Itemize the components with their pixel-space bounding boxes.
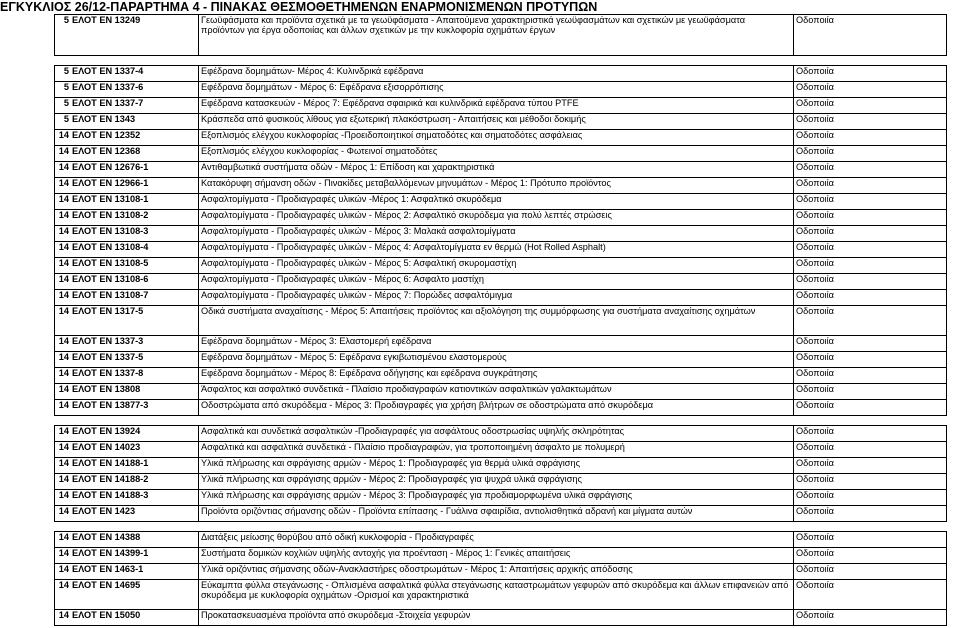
row-number: 14 bbox=[55, 548, 71, 564]
table-row bbox=[55, 210, 947, 226]
row-number: 14 bbox=[55, 306, 71, 336]
table-row bbox=[55, 532, 947, 548]
table-row bbox=[55, 114, 947, 130]
category: Οδοποιία bbox=[794, 114, 947, 130]
category: Οδοποιία bbox=[794, 548, 947, 564]
category: Οδοποιία bbox=[794, 610, 947, 626]
category: Οδοποιία bbox=[794, 258, 947, 274]
category: Οδοποιία bbox=[794, 15, 947, 56]
category: Οδοποιία bbox=[794, 490, 947, 506]
table-row bbox=[55, 146, 947, 162]
table-row bbox=[55, 226, 947, 242]
table-row bbox=[55, 98, 947, 114]
category: Οδοποιία bbox=[794, 130, 947, 146]
standard-code: ΕΛΟΤ ΕΝ 1343 bbox=[70, 114, 199, 130]
row-number: 5 bbox=[55, 15, 71, 56]
standard-code: ΕΛΟΤ ΕΝ 13108-3 bbox=[70, 226, 199, 242]
standard-code: ΕΛΟΤ ΕΝ 13108-4 bbox=[70, 242, 199, 258]
row-number: 5 bbox=[55, 66, 71, 82]
standard-description: Ασφαλτομίγματα - Προδιαγραφές υλικών - Μέρος 5: Ασφαλτική σκυρομαστίχη bbox=[199, 258, 794, 274]
category: Οδοποιία bbox=[794, 564, 947, 580]
standard-code: ΕΛΟΤ ΕΝ 14188-2 bbox=[70, 474, 199, 490]
category: Οδοποιία bbox=[794, 426, 947, 442]
row-number: 14 bbox=[55, 352, 71, 368]
row-number: 14 bbox=[55, 258, 71, 274]
standard-code: ΕΛΟΤ ΕΝ 14388 bbox=[70, 532, 199, 548]
standard-code: ΕΛΟΤ ΕΝ 12966-1 bbox=[70, 178, 199, 194]
standard-description: Προκατασκευασμένα προϊόντα από σκυρόδεμα -Στοιχεία γεφυρών bbox=[199, 610, 794, 626]
standard-description: Υλικά πλήρωσης και σφράγισης αρμών - Μέρος 2: Προδιαγραφές για ψυχρά υλικά σφράγισης bbox=[199, 474, 794, 490]
table-row bbox=[55, 490, 947, 506]
row-number: 14 bbox=[55, 146, 71, 162]
category: Οδοποιία bbox=[794, 162, 947, 178]
standard-code: ΕΛΟΤ ΕΝ 13108-2 bbox=[70, 210, 199, 226]
category: Οδοποιία bbox=[794, 458, 947, 474]
row-number: 14 bbox=[55, 162, 71, 178]
standard-code: ΕΛΟΤ ΕΝ 14188-3 bbox=[70, 490, 199, 506]
row-number: 14 bbox=[55, 274, 71, 290]
standard-code: ΕΛΟΤ ΕΝ 13108-1 bbox=[70, 194, 199, 210]
category: Οδοποιία bbox=[794, 352, 947, 368]
standard-code: ΕΛΟΤ ΕΝ 12676-1 bbox=[70, 162, 199, 178]
standard-description: Εφέδρανα δομημάτων- Μέρος 4: Κυλινδρικά εφέδρανα bbox=[199, 66, 794, 82]
table-row bbox=[55, 82, 947, 98]
table-row bbox=[55, 580, 947, 610]
standard-code: ΕΛΟΤ ΕΝ 13249 bbox=[70, 15, 199, 56]
standard-description: Εξοπλισμός ελέγχου κυκλοφορίας - Φωτεινοί σηματοδότες bbox=[199, 146, 794, 162]
standard-description: Ασφαλτικά και συνδετικά ασφαλτικών -Προδιαγραφές για ασφάλτους οδοστρωσίας υψηλής σκληρότητας bbox=[199, 426, 794, 442]
standard-code: ΕΛΟΤ ΕΝ 13924 bbox=[70, 426, 199, 442]
category: Οδοποιία bbox=[794, 66, 947, 82]
row-number: 14 bbox=[55, 474, 71, 490]
standard-code: ΕΛΟΤ ΕΝ 14188-1 bbox=[70, 458, 199, 474]
standard-code: ΕΛΟΤ ΕΝ 1337-7 bbox=[70, 98, 199, 114]
row-number: 14 bbox=[55, 178, 71, 194]
standard-code: ΕΛΟΤ ΕΝ 1423 bbox=[70, 506, 199, 522]
table-row bbox=[55, 400, 947, 416]
standard-description: Οδικά συστήματα αναχαίτισης - Μέρος 5: Απαιτήσεις προϊόντος και αξιολόγηση της συμμόρφωσης για συστήματα αναχαίτισης οχημάτων bbox=[199, 306, 794, 336]
row-number: 14 bbox=[55, 610, 71, 626]
standard-code: ΕΛΟΤ ΕΝ 1337-6 bbox=[70, 82, 199, 98]
spacer-row bbox=[55, 56, 947, 66]
standard-code: ΕΛΟΤ ΕΝ 13108-5 bbox=[70, 258, 199, 274]
category: Οδοποιία bbox=[794, 336, 947, 352]
row-number: 14 bbox=[55, 130, 71, 146]
standard-description: Υλικά πλήρωσης και σφράγισης αρμών - Μέρος 3: Προδιαγραφές για προδιαμορφωμένα υλικά σφράγισης bbox=[199, 490, 794, 506]
standard-description: Εφέδρανα δομημάτων - Μέρος 8: Εφέδρανα οδήγησης και εφέδρανα συγκράτησης bbox=[199, 368, 794, 384]
table-row bbox=[55, 274, 947, 290]
standard-description: Εφέδρανα κατασκευών - Μέρος 7: Εφέδρανα σφαιρικά και κυλινδρικά εφέδρανα τύπου PTFE bbox=[199, 98, 794, 114]
row-number: 14 bbox=[55, 564, 71, 580]
table-row bbox=[55, 458, 947, 474]
spacer-row bbox=[55, 416, 947, 426]
category: Οδοποιία bbox=[794, 274, 947, 290]
spacer-row bbox=[55, 522, 947, 532]
standard-code: ΕΛΟΤ ΕΝ 13877-3 bbox=[70, 400, 199, 416]
table-row bbox=[55, 384, 947, 400]
standard-description: Ασφαλτομίγματα - Προδιαγραφές υλικών - Μέρος 2: Ασφαλτικό σκυρόδεμα για πολύ λεπτές στρώσεις bbox=[199, 210, 794, 226]
standard-description: Υλικά πλήρωσης και σφράγισης αρμών - Μέρος 1: Προδιαγραφές για θερμά υλικά σφράγισης bbox=[199, 458, 794, 474]
row-number: 14 bbox=[55, 580, 71, 610]
standards-table bbox=[54, 14, 947, 626]
category: Οδοποιία bbox=[794, 146, 947, 162]
standard-description: Ασφαλτομίγματα - Προδιαγραφές υλικών - Μέρος 3: Μαλακά ασφαλτομίγματα bbox=[199, 226, 794, 242]
standard-code: ΕΛΟΤ ΕΝ 13108-6 bbox=[70, 274, 199, 290]
table-row bbox=[55, 336, 947, 352]
standard-description: Συστήματα δομικών κοχλιών υψηλής αντοχής για προένταση - Μέρος 1: Γενικές απαιτήσεις bbox=[199, 548, 794, 564]
table-row bbox=[55, 442, 947, 458]
table-row bbox=[55, 242, 947, 258]
category: Οδοποιία bbox=[794, 194, 947, 210]
category: Οδοποιία bbox=[794, 368, 947, 384]
page-title: ΕΓΚΥΚΛΙΟΣ 26/12-ΠΑΡΑΡΤΗΜΑ 4 - ΠΙΝΑΚΑΣ ΘΕΣΜΟΘΕΤΗΜΕΝΩΝ ΕΝΑΡΜΟΝΙΣΜΕΝΩΝ ΠΡΟΤΥΠΩΝ bbox=[0, 0, 598, 14]
category: Οδοποιία bbox=[794, 226, 947, 242]
table-row bbox=[55, 474, 947, 490]
row-number: 14 bbox=[55, 384, 71, 400]
table-row bbox=[55, 352, 947, 368]
standard-description: Διατάξεις μείωσης θορύβου από οδική κυκλοφορία - Προδιαγραφές bbox=[199, 532, 794, 548]
standard-code: ΕΛΟΤ ΕΝ 12352 bbox=[70, 130, 199, 146]
row-number: 14 bbox=[55, 226, 71, 242]
standard-description: Εξοπλισμός ελέγχου κυκλοφορίας -Προειδοποιητικοί σηματοδότες και σηματοδότες ασφάλειας bbox=[199, 130, 794, 146]
table-row bbox=[55, 548, 947, 564]
standard-code: ΕΛΟΤ ΕΝ 1317-5 bbox=[70, 306, 199, 336]
standard-code: ΕΛΟΤ ΕΝ 1337-3 bbox=[70, 336, 199, 352]
standard-description: Ασφαλτικά και ασφαλτικά συνδετικά - Πλαίσιο προδιαγραφών, για τροποποιημένη άσφαλτο με πολυμερή bbox=[199, 442, 794, 458]
row-number: 14 bbox=[55, 458, 71, 474]
standard-code: ΕΛΟΤ ΕΝ 15050 bbox=[70, 610, 199, 626]
row-number: 14 bbox=[55, 506, 71, 522]
category: Οδοποιία bbox=[794, 442, 947, 458]
standard-description: Γεωϋφάσματα και προϊόντα σχετικά με τα γεωϋφάσματα - Απαιτούμενα χαρακτηριστικά γεωϋφασμάτων και σχετικών με γεωϋφάσματα προϊόντων για έργα οδοποιίας και άλλων σχετικών με την κυκλοφορία οχημάτων έργων bbox=[199, 15, 794, 56]
category: Οδοποιία bbox=[794, 82, 947, 98]
standard-code: ΕΛΟΤ ΕΝ 1337-4 bbox=[70, 66, 199, 82]
table-row bbox=[55, 66, 947, 82]
category: Οδοποιία bbox=[794, 98, 947, 114]
standard-description: Ασφαλτομίγματα - Προδιαγραφές υλικών -Μέρος 1: Ασφαλτικό σκυρόδεμα bbox=[199, 194, 794, 210]
standard-code: ΕΛΟΤ ΕΝ 1337-5 bbox=[70, 352, 199, 368]
table-row bbox=[55, 258, 947, 274]
table-row bbox=[55, 194, 947, 210]
row-number: 14 bbox=[55, 194, 71, 210]
table-row bbox=[55, 306, 947, 336]
standard-code: ΕΛΟΤ ΕΝ 13108-7 bbox=[70, 290, 199, 306]
table-row bbox=[55, 564, 947, 580]
standard-description: Οδοστρώματα από σκυρόδεμα - Μέρος 3: Προδιαγραφές για χρήση βλήτρων σε οδοστρώματα από σκυρόδεμα bbox=[199, 400, 794, 416]
table-row bbox=[55, 15, 947, 56]
standard-code: ΕΛΟΤ ΕΝ 1337-8 bbox=[70, 368, 199, 384]
standard-description: Ασφαλτομίγματα - Προδιαγραφές υλικών - Μέρος 4: Ασφαλτομίγματα εν θερμώ (Hot Rolled Asphalt) bbox=[199, 242, 794, 258]
standard-description: Κατακόρυφη σήμανση οδών - Πινακίδες μεταβαλλόμενων μηνυμάτων - Μέρος 1: Πρότυπο προϊόντος bbox=[199, 178, 794, 194]
standard-description: Ασφαλτομίγματα - Προδιαγραφές υλικών - Μέρος 7: Πορώδες ασφαλτόμιγμα bbox=[199, 290, 794, 306]
table-row bbox=[55, 162, 947, 178]
row-number: 14 bbox=[55, 426, 71, 442]
standard-code: ΕΛΟΤ ΕΝ 14695 bbox=[70, 580, 199, 610]
category: Οδοποιία bbox=[794, 306, 947, 336]
row-number: 14 bbox=[55, 242, 71, 258]
table-row bbox=[55, 610, 947, 626]
category: Οδοποιία bbox=[794, 532, 947, 548]
standard-description: Ασφαλτομίγματα - Προδιαγραφές υλικών - Μέρος 6: Ασφαλτο μαστίχη bbox=[199, 274, 794, 290]
row-number: 14 bbox=[55, 532, 71, 548]
row-number: 14 bbox=[55, 490, 71, 506]
standard-code: ΕΛΟΤ ΕΝ 14399-1 bbox=[70, 548, 199, 564]
row-number: 5 bbox=[55, 82, 71, 98]
category: Οδοποιία bbox=[794, 580, 947, 610]
table-row bbox=[55, 426, 947, 442]
table-row bbox=[55, 290, 947, 306]
standard-code: ΕΛΟΤ ΕΝ 12368 bbox=[70, 146, 199, 162]
standard-description: Αντιθαμβωτικά συστήματα οδών - Μέρος 1: Επίδοση και χαρακτηριστικά bbox=[199, 162, 794, 178]
standard-description: Υλικά οριζόντιας σήμανσης οδών-Ανακλαστήρες οδοστρωμάτων - Μέρος 1: Απαιτήσεις αρχικής απόδοσης bbox=[199, 564, 794, 580]
row-number: 5 bbox=[55, 98, 71, 114]
table-row bbox=[55, 178, 947, 194]
table-row bbox=[55, 506, 947, 522]
standard-description: Εφέδρανα δομημάτων - Μέρος 5: Εφέδρανα εγκιβωτισμένου ελαστομερούς bbox=[199, 352, 794, 368]
row-number: 14 bbox=[55, 336, 71, 352]
category: Οδοποιία bbox=[794, 474, 947, 490]
standard-code: ΕΛΟΤ ΕΝ 1463-1 bbox=[70, 564, 199, 580]
row-number: 14 bbox=[55, 290, 71, 306]
standard-description: Άσφαλτος και ασφαλτικό συνδετικά - Πλαίσιο προδιαγραφών κατιοντικών ασφαλτικών γαλακτωμάτων bbox=[199, 384, 794, 400]
category: Οδοποιία bbox=[794, 242, 947, 258]
standard-description: Εφέδρανα δομημάτων - Μέρος 6: Εφέδρανα εξισορρόπισης bbox=[199, 82, 794, 98]
standard-code: ΕΛΟΤ ΕΝ 14023 bbox=[70, 442, 199, 458]
row-number: 14 bbox=[55, 400, 71, 416]
category: Οδοποιία bbox=[794, 506, 947, 522]
standard-description: Προϊόντα οριζόντιας σήμανσης οδών - Προϊόντα επίπασης - Γυάλινα σφαιρίδια, αντιολισθητικά αδρανή και μίγματα αυτών bbox=[199, 506, 794, 522]
category: Οδοποιία bbox=[794, 400, 947, 416]
category: Οδοποιία bbox=[794, 178, 947, 194]
row-number: 14 bbox=[55, 210, 71, 226]
category: Οδοποιία bbox=[794, 384, 947, 400]
standard-description: Κράσπεδα από φυσικούς λίθους για εξωτερική πλακόστρωση - Απαιτήσεις και μέθοδοι δοκιμής bbox=[199, 114, 794, 130]
standard-code: ΕΛΟΤ ΕΝ 13808 bbox=[70, 384, 199, 400]
row-number: 5 bbox=[55, 114, 71, 130]
category: Οδοποιία bbox=[794, 210, 947, 226]
table-row bbox=[55, 130, 947, 146]
standard-description: Εύκαμπτα φύλλα στεγάνωσης - Οπλισμένα ασφαλτικά φύλλα στεγάνωσης καταστρωμάτων γεφυρών από σκυρόδεμα και άλλων επιφανειών από σκυρόδεμα με κυκλοφορία οχημάτων -Ορισμοί και χαρακτηριστικά bbox=[199, 580, 794, 610]
row-number: 14 bbox=[55, 442, 71, 458]
standard-description: Εφέδρανα δομημάτων - Μέρος 3: Ελαστομερή εφέδρανα bbox=[199, 336, 794, 352]
table-row bbox=[55, 368, 947, 384]
row-number: 14 bbox=[55, 368, 71, 384]
category: Οδοποιία bbox=[794, 290, 947, 306]
